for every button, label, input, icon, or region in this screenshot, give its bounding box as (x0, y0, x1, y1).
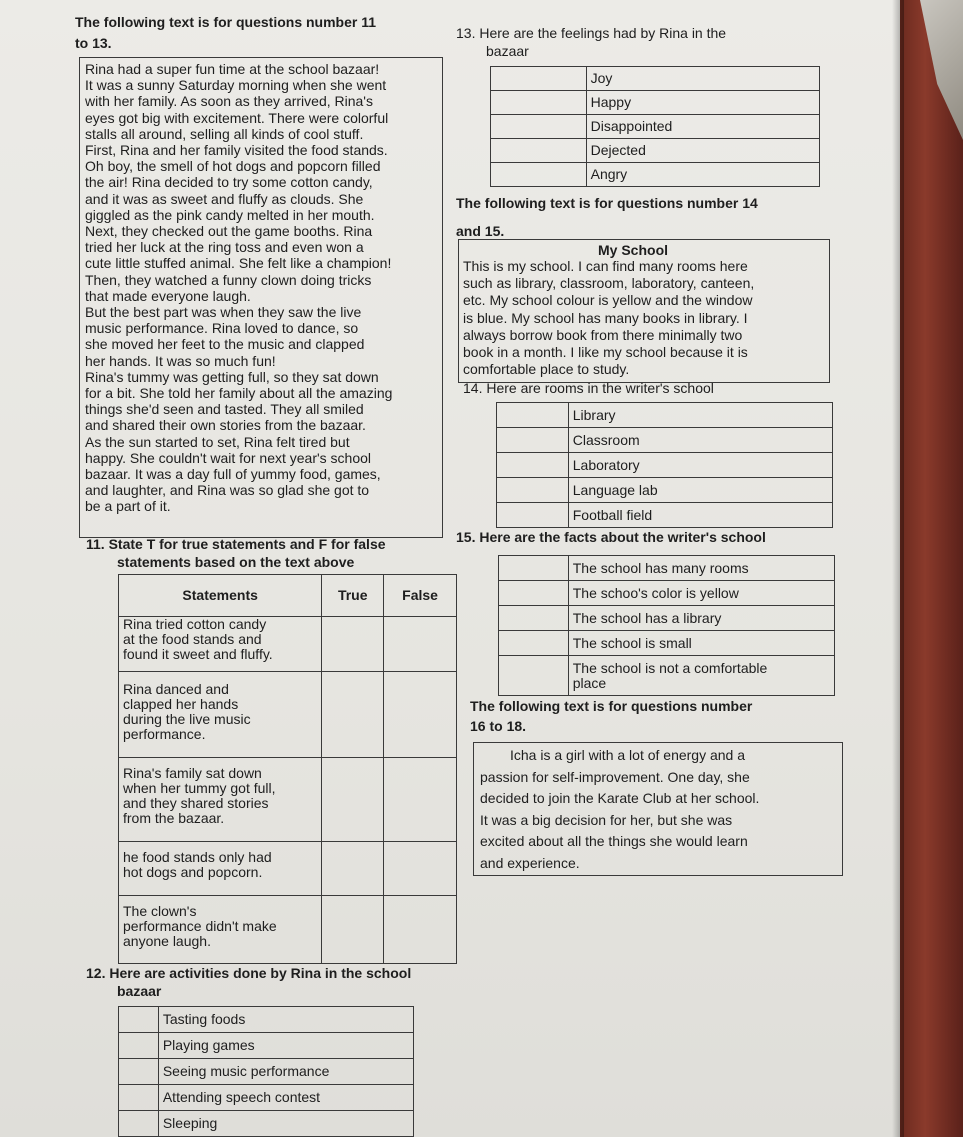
option-label-line: The school is not a comfortable (572, 659, 768, 676)
text-line: decided to join the Karate Club at her school. (480, 790, 760, 806)
false-answer-cell[interactable] (384, 842, 457, 896)
text-line: bazaar. It was a day full of yummy food, games, (85, 466, 381, 482)
checkbox-cell[interactable] (497, 428, 569, 453)
statement-line: Rina's family sat down (123, 765, 262, 781)
section-header-line: The following text is for questions number 11 (75, 14, 377, 30)
false-answer-cell[interactable] (384, 617, 457, 672)
question-13-line: bazaar (486, 43, 529, 59)
text-line: for a bit. She told her family about all the amazing (85, 385, 393, 401)
option-label: Attending speech contest (158, 1085, 413, 1111)
text-line: excited about all the things she would learn (480, 833, 748, 849)
text-line: It was a sunny Saturday morning when she went (85, 77, 387, 94)
text-line: Oh boy, the smell of hot dogs and popcorn filled (85, 158, 381, 175)
option-label: The school has a library (568, 606, 834, 631)
statement-line: found it sweet and fluffy. (123, 646, 273, 662)
option-label: Seeing music performance (158, 1059, 413, 1085)
option-label: Playing games (158, 1033, 413, 1059)
false-answer-cell[interactable] (384, 896, 457, 964)
checkbox-cell[interactable] (497, 403, 569, 428)
option-label: Happy (586, 91, 819, 115)
option-label: Laboratory (568, 453, 832, 478)
text-line: is blue. My school has many books in library. I (463, 309, 748, 326)
text-line: she moved her feet to the music and clapped (85, 336, 365, 353)
checkbox-cell[interactable] (497, 478, 569, 503)
checkbox-cell[interactable] (119, 1111, 159, 1137)
text-line: with her family. As soon as they arrived, Rina's (85, 93, 373, 110)
my-school-title: My School (598, 242, 669, 258)
statement-line: Rina danced and (123, 681, 229, 697)
checkbox-cell[interactable] (499, 556, 569, 581)
question-15-line: 15. Here are the facts about the writer's school (456, 529, 766, 545)
statements-header: Statements (119, 575, 322, 617)
section-header-line: to 13. (75, 35, 112, 51)
text-line: things she'd seen and tasted. They all smiled (85, 401, 364, 418)
text-line: cute little stuffed animal. She felt like a champion! (85, 255, 392, 272)
option-label: Library (568, 403, 832, 428)
true-answer-cell[interactable] (322, 842, 384, 896)
text-line: eyes got big with excitement. There were colorful (85, 109, 389, 126)
statement-line: clapped her hands (123, 696, 239, 712)
text-line: happy. She couldn't wait for next year's school (85, 449, 372, 466)
text-line: Rina's tummy was getting full, so they sat down (85, 368, 379, 385)
option-label: The schoo's color is yellow (568, 581, 834, 606)
statement-line: at the food stands and (123, 631, 262, 647)
checkbox-cell[interactable] (491, 67, 587, 91)
option-label: The school has many rooms (568, 556, 834, 581)
text-line: But the best part was when they saw the live (85, 304, 362, 320)
option-label: Tasting foods (158, 1007, 413, 1033)
true-answer-cell[interactable] (322, 672, 384, 758)
checkbox-cell[interactable] (119, 1085, 159, 1111)
statement-line: when her tummy got full, (123, 780, 276, 796)
statement-cell (119, 758, 322, 842)
rooms-options-table (496, 402, 833, 528)
text-line: passion for self-improvement. One day, she (480, 768, 750, 785)
section-header-line: The following text is for questions number 14 (456, 195, 758, 211)
statement-cell (119, 842, 322, 896)
text-line: etc. My school colour is yellow and the window (463, 292, 753, 309)
option-label-line: place (572, 674, 607, 691)
text-line: First, Rina and her family visited the food stands. (85, 142, 388, 158)
statement-line: during the live music (123, 711, 251, 727)
question-12-line: bazaar (117, 983, 162, 999)
option-label: Sleeping (158, 1111, 413, 1137)
checkbox-cell[interactable] (119, 1007, 159, 1033)
text-line: Rina had a super fun time at the school bazaar! (85, 61, 380, 77)
text-line: This is my school. I can find many rooms here (463, 258, 748, 274)
checkbox-cell[interactable] (499, 656, 569, 696)
checkbox-cell[interactable] (491, 91, 587, 115)
checkbox-cell[interactable] (497, 453, 569, 478)
text-line: As the sun started to set, Rina felt tired but (85, 433, 350, 450)
question-11-line: statements based on the text above (117, 554, 355, 570)
activities-options-table (118, 1006, 414, 1137)
statement-line: from the bazaar. (123, 810, 225, 826)
facts-options-table (498, 555, 835, 696)
statement-line: performance. (123, 726, 206, 742)
text-line: and laughter, and Rina was so glad she got to (85, 482, 370, 499)
question-11-line: 11. State T for true statements and F for false (86, 536, 386, 552)
statement-cell (119, 896, 322, 964)
checkbox-cell[interactable] (499, 631, 569, 656)
checkbox-cell[interactable] (119, 1033, 159, 1059)
table-edge-background (900, 0, 963, 1137)
statement-cell (119, 672, 322, 758)
text-line: her hands. It was so much fun! (85, 352, 276, 369)
text-line: stalls all around, selling all kinds of cool stuff. (85, 125, 364, 142)
text-line: Next, they checked out the game booths. Rina (85, 223, 373, 239)
text-line: the air! Rina decided to try some cotton candy, (85, 174, 373, 191)
statement-line: The clown's (123, 903, 197, 919)
option-label: Dejected (586, 139, 819, 163)
option-label: Joy (586, 67, 819, 91)
option-label: Language lab (568, 478, 832, 503)
statement-line: performance didn't make (123, 918, 277, 934)
option-label: Football field (568, 503, 832, 528)
question-13-line: 13. Here are the feelings had by Rina in the (456, 25, 727, 41)
statement-line: Rina tried cotton candy (123, 616, 267, 632)
feelings-options-table (490, 66, 820, 187)
false-header: False (384, 575, 457, 617)
true-answer-cell[interactable] (322, 617, 384, 672)
text-line: and shared their own stories from the bazaar. (85, 417, 366, 434)
checkbox-cell[interactable] (491, 163, 587, 187)
text-line: giggled as the pink candy melted in her mouth. (85, 206, 375, 223)
true-answer-cell[interactable] (322, 896, 384, 964)
statement-line: he food stands only had (123, 849, 272, 865)
true-header: True (322, 575, 384, 617)
statement-line: hot dogs and popcorn. (123, 864, 263, 880)
text-line: tried her luck at the ring toss and even won a (85, 239, 364, 256)
option-label: Disappointed (586, 115, 819, 139)
false-answer-cell[interactable] (384, 758, 457, 842)
question-14-line: 14. Here are rooms in the writer's school (463, 380, 714, 396)
text-line: comfortable place to study. (463, 361, 630, 378)
text-line: Then, they watched a funny clown doing tricks (85, 271, 372, 288)
text-line: such as library, classroom, laboratory, canteen, (463, 275, 755, 292)
question-12-line: 12. Here are activities done by Rina in the school (86, 965, 412, 981)
option-label (568, 656, 834, 696)
page-edge-shadow (892, 0, 904, 1137)
statement-cell (119, 617, 322, 672)
section-header-line: and 15. (456, 223, 505, 239)
text-line: that made everyone laugh. (85, 287, 251, 304)
statement-line: anyone laugh. (123, 933, 211, 949)
option-label: Classroom (568, 428, 832, 453)
statement-line: and they shared stories (123, 795, 269, 811)
checkbox-cell[interactable] (499, 581, 569, 606)
option-label: The school is small (568, 631, 834, 656)
text-line: and it was as sweet and fluffy as clouds. She (85, 190, 364, 207)
text-line: Icha is a girl with a lot of energy and a (510, 747, 746, 763)
text-line: be a part of it. (85, 498, 171, 515)
checkbox-cell[interactable] (491, 115, 587, 139)
section-header-line: The following text is for questions number (470, 698, 753, 714)
checkbox-cell[interactable] (499, 606, 569, 631)
text-line: music performance. Rina loved to dance, so (85, 320, 359, 337)
text-line: and experience. (480, 854, 580, 871)
text-line: always borrow book from there minimally two (463, 326, 743, 343)
section-header-line: 16 to 18. (470, 718, 527, 734)
text-line: It was a big decision for her, but she was (480, 811, 733, 828)
checkbox-cell[interactable] (491, 139, 587, 163)
true-answer-cell[interactable] (322, 758, 384, 842)
text-line: book in a month. I like my school because it is (463, 344, 748, 360)
checkbox-cell[interactable] (119, 1059, 159, 1085)
false-answer-cell[interactable] (384, 672, 457, 758)
option-label: Angry (586, 163, 819, 187)
true-false-table (118, 574, 457, 964)
checkbox-cell[interactable] (497, 503, 569, 528)
